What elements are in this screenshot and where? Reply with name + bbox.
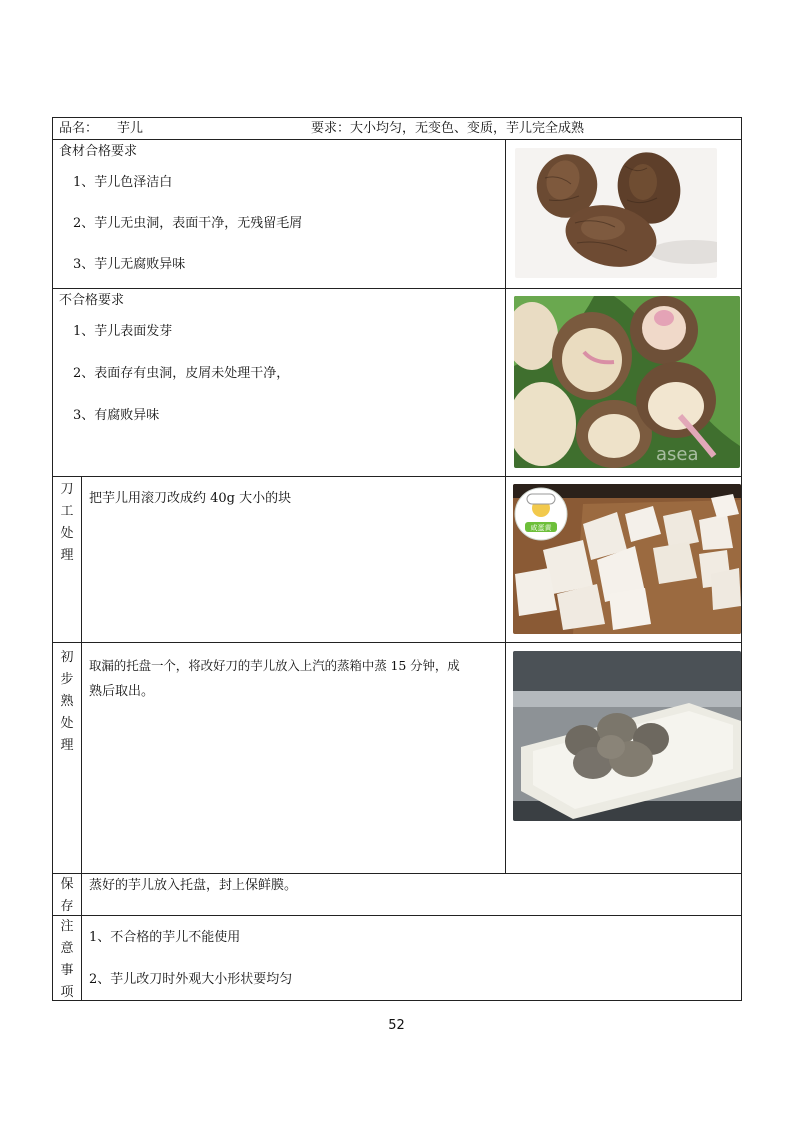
cut-taro-photo	[513, 484, 741, 634]
label-char: 保	[60, 877, 74, 892]
dish-name-value: 芋儿	[117, 121, 144, 136]
qualified-title: 食材合格要求	[59, 144, 138, 159]
storage-row	[53, 874, 741, 916]
notes-label-cell	[53, 916, 82, 1000]
notes-row	[53, 916, 741, 1000]
column-divider	[505, 643, 506, 873]
unqualified-item: 3、有腐败异味	[73, 408, 160, 423]
knife-work-row	[53, 477, 741, 643]
label-char: 事	[60, 963, 74, 978]
unqualified-item: 2、表面存有虫洞，皮屑未处理干净，	[73, 366, 290, 381]
raw-taro-photo	[515, 148, 717, 278]
unqualified-row	[53, 289, 741, 477]
steamed-taro-plate-photo	[513, 651, 741, 821]
precook-label	[59, 647, 75, 757]
label-char: 步	[60, 672, 74, 687]
precook-label-cell	[53, 643, 82, 873]
label-char: 注	[60, 919, 74, 934]
dish-name-label: 品名：	[59, 121, 99, 136]
precook-instruction-line2: 熟后取出。	[89, 684, 155, 699]
label-char: 存	[60, 899, 74, 914]
notes-label	[59, 916, 75, 1004]
qualified-row	[53, 140, 741, 289]
label-char: 工	[60, 504, 74, 519]
label-char: 初	[60, 650, 74, 665]
storage-label	[59, 874, 75, 918]
unqualified-title: 不合格要求	[59, 293, 125, 308]
precook-instruction-line1: 取漏的托盘一个，将改好刀的芋儿放入上汽的蒸箱中蒸 15 分钟，成	[89, 658, 460, 673]
label-char: 理	[60, 548, 74, 563]
label-char: 处	[60, 526, 74, 541]
logo-text: 咸蛋黄	[530, 524, 552, 532]
label-char: 熟	[60, 694, 74, 709]
label-char: 项	[60, 985, 74, 1000]
knife-label	[59, 479, 75, 567]
knife-label-cell	[53, 477, 82, 642]
note-item: 1、不合格的芋儿不能使用	[89, 930, 241, 945]
qualified-text-cell	[53, 140, 506, 288]
label-char: 刀	[60, 482, 74, 497]
unqualified-photo-cell	[506, 289, 741, 476]
note-item: 2、芋儿改刀时外观大小形状要均匀	[89, 972, 293, 987]
label-char: 处	[60, 716, 74, 731]
qualified-photo-cell	[506, 140, 741, 288]
precook-row	[53, 643, 741, 874]
knife-instruction: 把芋儿用滚刀改成约 40g 大小的块	[89, 491, 292, 506]
unqualified-item: 1、芋儿表面发芽	[73, 324, 173, 339]
storage-instruction: 蒸好的芋儿放入托盘，封上保鲜膜。	[89, 878, 298, 893]
qualified-item: 3、芋儿无腐败异味	[73, 257, 186, 272]
page-number: 52	[388, 1018, 405, 1033]
watermark-text: asea	[656, 444, 699, 465]
storage-label-cell	[53, 874, 82, 915]
label-char: 意	[60, 941, 74, 956]
header-row	[53, 118, 741, 140]
qualified-item: 1、芋儿色泽洁白	[73, 175, 173, 190]
label-char: 理	[60, 738, 74, 753]
qualified-item: 2、芋儿无虫洞，表面干净，无残留毛屑	[73, 216, 303, 231]
sprouting-taro-photo	[514, 296, 740, 468]
dish-requirement: 要求：大小均匀，无变色、变质，芋儿完全成熟	[311, 121, 585, 136]
recipe-table	[52, 117, 742, 1001]
unqualified-text-cell	[53, 289, 506, 476]
column-divider	[505, 477, 506, 642]
